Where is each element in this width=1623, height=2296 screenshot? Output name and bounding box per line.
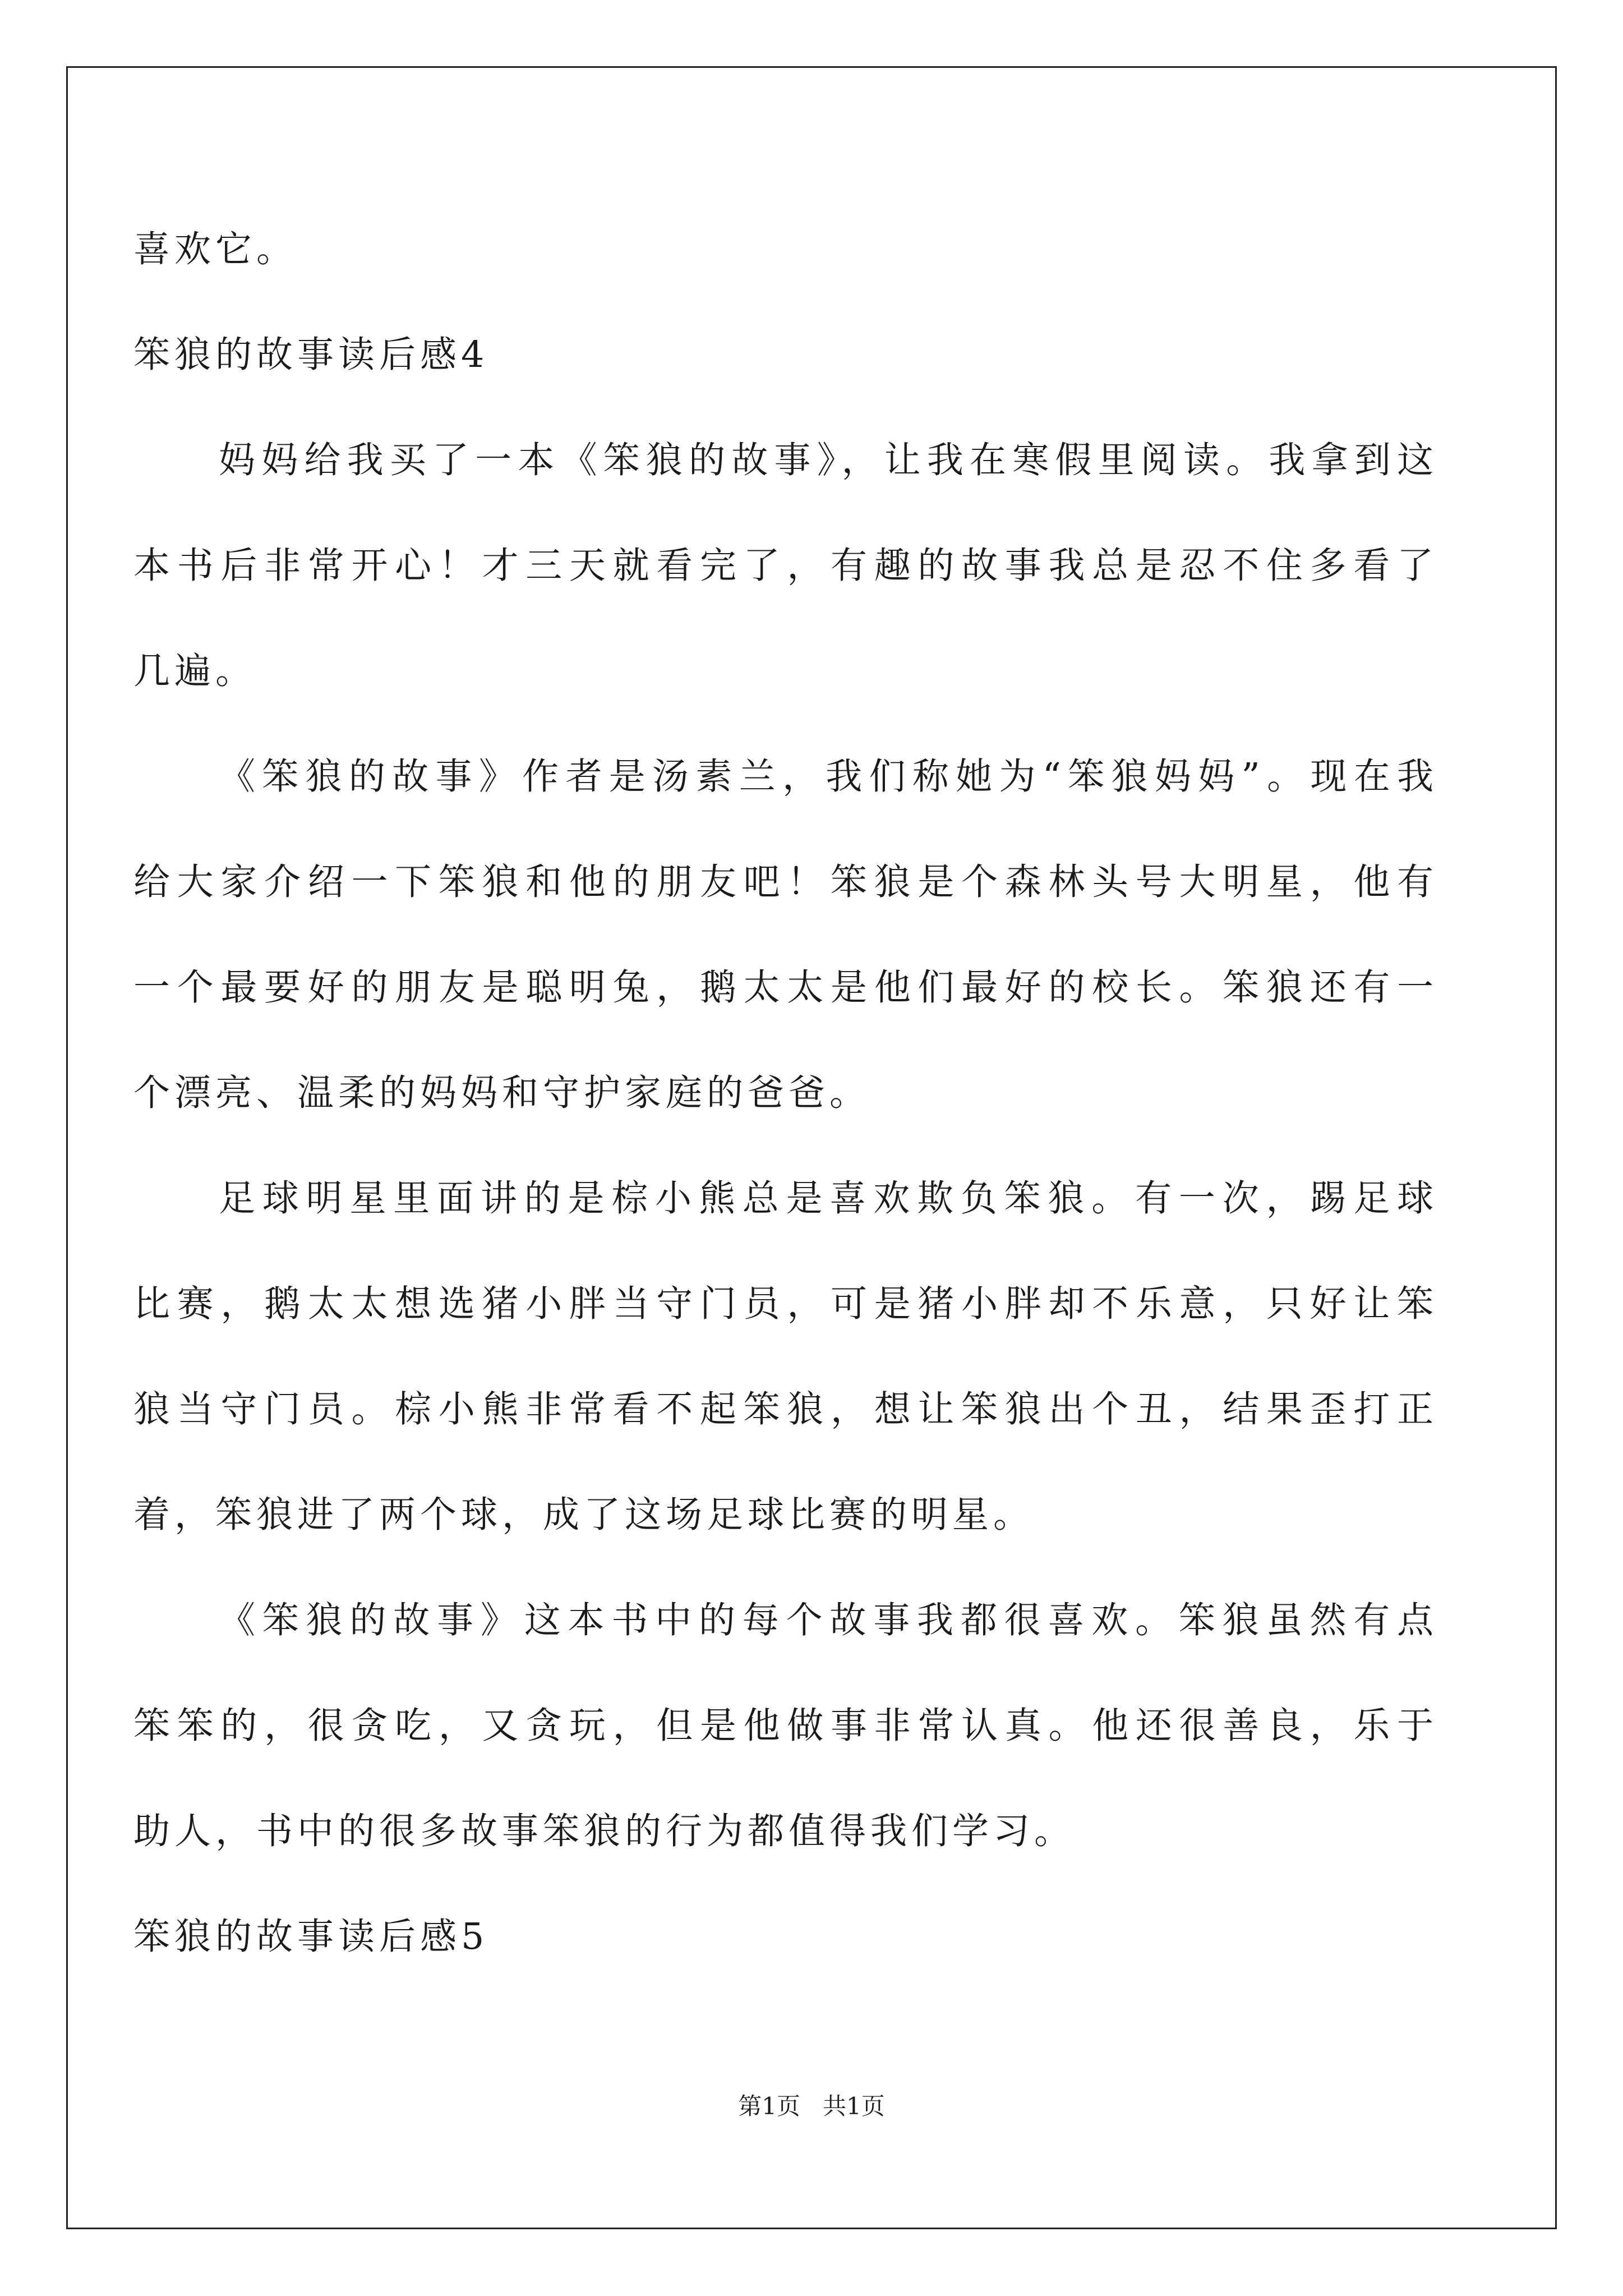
paragraph-line: 着，笨狼进了两个球，成了这场足球比赛的明星。	[133, 1494, 1035, 1536]
section-heading: 笨狼的故事读后感4	[133, 334, 489, 376]
paragraph-line: 助人，书中的很多故事笨狼的行为都值得我们学习。	[133, 1810, 1076, 1852]
page-border	[66, 66, 1557, 2229]
section-heading: 笨狼的故事读后感5	[133, 1916, 489, 1958]
paragraph-line: 比赛，鹅太太想选猪小胖当守门员，可是猪小胖却不乐意，只好让笨	[133, 1283, 1433, 1325]
paragraph-line: 给大家介绍一下笨狼和他的朋友吧！笨狼是个森林头号大明星，他有	[133, 861, 1433, 903]
paragraph-line: 妈妈给我买了一本《笨狼的故事》，让我在寒假里阅读。我拿到这	[219, 439, 1433, 481]
paragraph-line: 本书后非常开心！才三天就看完了，有趣的故事我总是忍不住多看了	[133, 545, 1433, 587]
paragraph-line: 个漂亮、温柔的妈妈和守护家庭的爸爸。	[133, 1072, 871, 1114]
paragraph-line: 《笨狼的故事》作者是汤素兰，我们称她为“笨狼妈妈”。现在我	[219, 756, 1433, 798]
paragraph-line: 狼当守门员。棕小熊非常看不起笨狼，想让笨狼出个丑，结果歪打正	[133, 1388, 1433, 1430]
paragraph-line: 足球明星里面讲的是棕小熊总是喜欢欺负笨狼。有一次，踢足球	[219, 1177, 1433, 1220]
paragraph-line: 笨笨的，很贪吃，又贪玩，但是他做事非常认真。他还很善良，乐于	[133, 1705, 1433, 1747]
page-footer: 第1页 共1页	[738, 2092, 885, 2120]
paragraph-line: 一个最要好的朋友是聪明兔，鹅太太是他们最好的校长。笨狼还有一	[133, 967, 1433, 1009]
paragraph-line: 《笨狼的故事》这本书中的每个故事我都很喜欢。笨狼虽然有点	[219, 1599, 1433, 1641]
paragraph-line: 几遍。	[133, 650, 257, 692]
paragraph-line: 喜欢它。	[133, 228, 298, 270]
